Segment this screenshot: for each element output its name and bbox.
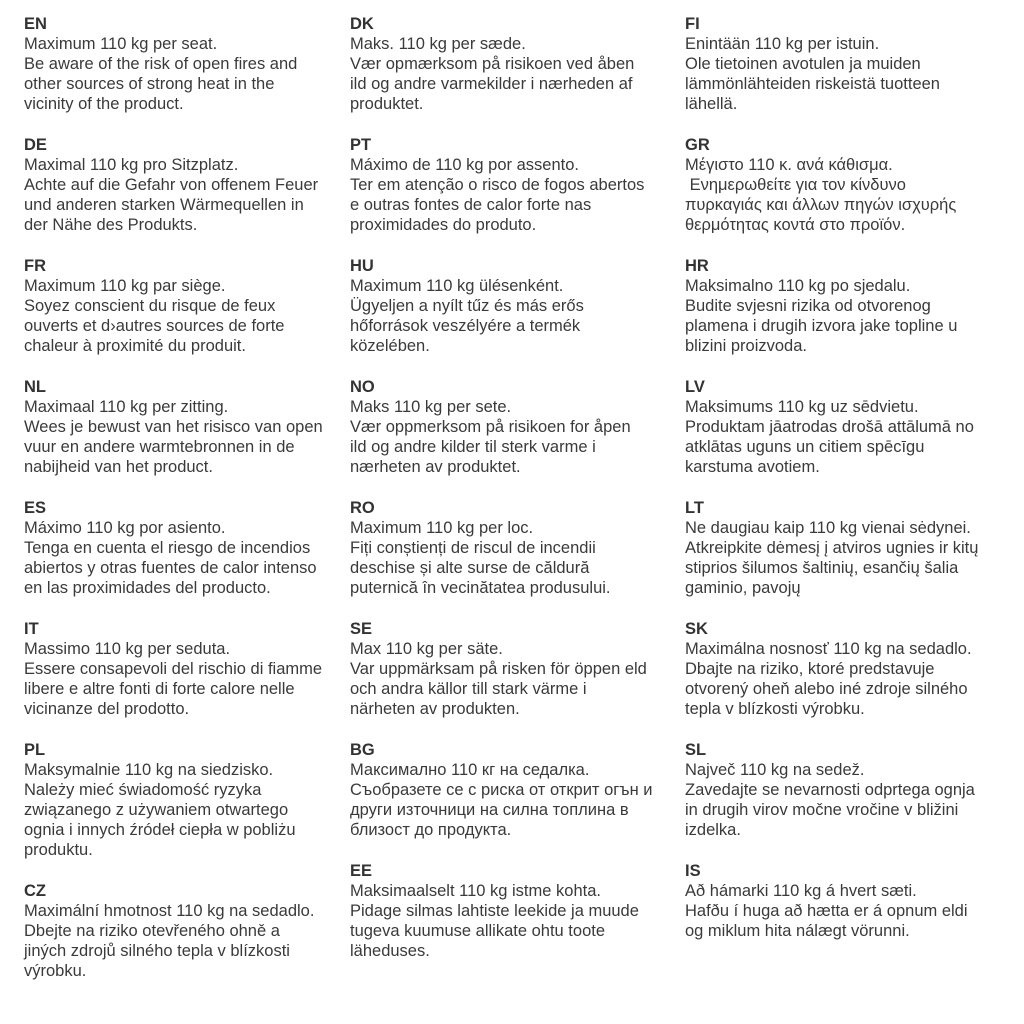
language-code-label: SL <box>685 741 707 759</box>
language-block-ee <box>350 861 680 961</box>
instruction-text-line: Dbajte na riziko, ktoré predstavuje <box>685 660 935 678</box>
instruction-text-line: Maximální hmotnost 110 kg na sedadlo. <box>24 902 315 920</box>
language-code-label: HR <box>685 257 709 275</box>
language-code-label: CZ <box>24 882 46 900</box>
instruction-text-line: e outras fontes de calor forte nas <box>350 196 592 214</box>
instruction-text-line: Budite svjesni rizika od otvorenog <box>685 297 931 315</box>
language-block-es <box>24 498 346 598</box>
instruction-text-line: Ügyeljen a nyílt tűz és más erős <box>350 297 584 315</box>
instruction-text-line: Hafðu í huga að hætta er á opnum eldi <box>685 902 968 920</box>
instruction-text-line: Maks 110 kg per sete. <box>350 398 512 416</box>
language-code-label: PT <box>350 136 372 154</box>
instruction-text-line: hőforrások veszélyére a termék <box>350 317 581 335</box>
language-block-pl <box>24 740 346 860</box>
instruction-text-line: Maximaal 110 kg per zitting. <box>24 398 229 416</box>
instruction-text-line: Съобразете се с риска от открит огън и <box>350 781 653 799</box>
instruction-text-line: Máximo 110 kg por asiento. <box>24 519 226 537</box>
instruction-text-line: други източници на силна топлина в <box>350 801 629 819</box>
language-block-sl <box>685 740 1020 840</box>
language-code-label: SK <box>685 620 708 638</box>
language-code-label: LT <box>685 499 704 517</box>
instruction-text-line: Wees je bewust van het risisco van open <box>24 418 323 436</box>
instruction-text-line: Ενημερωθείτε για τον κίνδυνο <box>685 176 906 194</box>
language-code-label: PL <box>24 741 46 759</box>
instruction-text-line: deschise și alte surse de căldură <box>350 559 590 577</box>
instruction-text-line: närheten av produkten. <box>350 700 520 718</box>
instruction-text-line: Máximo de 110 kg por assento. <box>350 156 579 174</box>
instruction-text-line: Pidage silmas lahtiste leekide ja muude <box>350 902 639 920</box>
instruction-text-line: other sources of strong heat in the <box>24 75 275 93</box>
language-block-lv <box>685 377 1020 477</box>
instruction-text-line: vicinity of the product. <box>24 95 184 113</box>
language-code-label: ES <box>24 499 47 517</box>
instruction-text-line: Enintään 110 kg per istuin. <box>685 35 880 53</box>
instruction-text-line: och andra källor till stark värme i <box>350 680 587 698</box>
instruction-text-line: ild og andre varmekilder i nærheden af <box>350 75 633 93</box>
instruction-text-line: plamena i drugih izvora jake topline u <box>685 317 958 335</box>
instruction-text-line: otvorený oheň alebo iné zdroje silného <box>685 680 968 698</box>
language-code-label: LV <box>685 378 705 396</box>
instruction-text-line: Maximum 110 kg ülésenként. <box>350 277 564 295</box>
instruction-text-line: nabijheid van het product. <box>24 458 213 476</box>
language-block-fi <box>685 14 1020 114</box>
language-block-gr <box>685 135 1020 235</box>
instruction-text-line: Maximálna nosnosť 110 kg na sedadlo. <box>685 640 972 658</box>
instruction-text-line: Maksimalno 110 kg po sjedalu. <box>685 277 911 295</box>
language-code-label: GR <box>685 136 710 154</box>
instruction-text-line: izdelka. <box>685 821 741 839</box>
instruction-text-line: Максимално 110 кг на седалка. <box>350 761 590 779</box>
language-code-label: IS <box>685 862 701 880</box>
instruction-text-line: karstuma avotiem. <box>685 458 820 476</box>
language-block-it <box>24 619 346 719</box>
instruction-text-line: Að hámarki 110 kg á hvert sæti. <box>685 882 917 900</box>
instruction-text-line: blizini proizvoda. <box>685 337 807 355</box>
language-block-nl <box>24 377 346 477</box>
instruction-text-line: abiertos y otras fuentes de calor intenso <box>24 559 317 577</box>
instruction-text-line: Maximum 110 kg per loc. <box>350 519 534 537</box>
instruction-text-line: vicinanze del prodotto. <box>24 700 190 718</box>
language-code-label: FR <box>24 257 46 275</box>
instruction-text-line: vuur en andere warmtebronnen in de <box>24 438 295 456</box>
instruction-text-line: Μέγιστο 110 κ. ανά κάθισμα. <box>685 156 893 174</box>
instruction-text-line: der Nähe des Produkts. <box>24 216 198 234</box>
instruction-text-line: stiprios šilumos šaltinių, esančių šalia <box>685 559 959 577</box>
instruction-text-line: ognia i innych źródeł ciepła w pobliżu <box>24 821 296 839</box>
instruction-text-line: Max 110 kg per säte. <box>350 640 503 658</box>
instruction-text-line: produktet. <box>350 95 424 113</box>
instruction-text-line: lämmönlähteiden riskeistä tuotteen <box>685 75 940 93</box>
instruction-text-line: libere e altre fonti di forte calore nelle <box>24 680 295 698</box>
instruction-text-line: und anderen starken Wärmequellen in <box>24 196 304 214</box>
language-code-label: DE <box>24 136 47 154</box>
language-code-label: BG <box>350 741 375 759</box>
language-column-1 <box>24 14 346 1002</box>
instruction-text-line: Največ 110 kg na sedež. <box>685 761 865 779</box>
instruction-text-line: Ne daugiau kaip 110 kg vienai sėdynei. <box>685 519 971 537</box>
language-code-label: IT <box>24 620 39 638</box>
language-block-hu <box>350 256 680 356</box>
instruction-text-line: Achte auf die Gefahr von offenem Feuer <box>24 176 319 194</box>
instruction-text-line: nærheten av produktet. <box>350 458 521 476</box>
instruction-text-line: Dbejte na riziko otevřeného ohně a <box>24 922 280 940</box>
language-code-label: SE <box>350 620 373 638</box>
instruction-text-line: Var uppmärksam på risken för öppen eld <box>350 660 647 678</box>
instruction-text-line: Essere consapevoli del rischio di fiamme <box>24 660 323 678</box>
instruction-text-line: Maximum 110 kg par siège. <box>24 277 226 295</box>
instruction-text-line: Vær opmærksom på risikoen ved åben <box>350 55 635 73</box>
language-block-dk <box>350 14 680 114</box>
language-code-label: HU <box>350 257 374 275</box>
language-column-2 <box>350 14 680 982</box>
instruction-text-line: proximidades do produto. <box>350 216 537 234</box>
language-block-lt <box>685 498 1020 598</box>
language-block-no <box>350 377 680 477</box>
instruction-text-line: θερμότητας κοντά στο προϊόν. <box>685 216 906 234</box>
instruction-text-line: produktu. <box>24 841 93 859</box>
instruction-text-line: in drugih virov močne vročine v bližini <box>685 801 959 819</box>
instruction-text-line: Soyez conscient du risque de feux <box>24 297 276 315</box>
language-block-bg <box>350 740 680 840</box>
language-code-label: EE <box>350 862 373 880</box>
language-block-cz <box>24 881 346 981</box>
instruction-text-line: chaleur à proximité du produit. <box>24 337 246 355</box>
instruction-text-line: Maksimaalselt 110 kg istme kohta. <box>350 882 601 900</box>
language-code-label: NO <box>350 378 375 396</box>
instruction-text-line: Zavedajte se nevarnosti odprtega ognja <box>685 781 975 799</box>
language-block-fr <box>24 256 346 356</box>
instruction-text-line: Tenga en cuenta el riesgo de incendios <box>24 539 311 557</box>
instruction-text-line: og miklum hita nálægt vörunni. <box>685 922 910 940</box>
language-block-en <box>24 14 346 114</box>
instruction-text-line: Produktam jāatrodas drošā attālumā no <box>685 418 974 436</box>
instruction-text-line: Ole tietoinen avotulen ja muiden <box>685 55 921 73</box>
instruction-text-line: związanego z używaniem otwartego <box>24 801 289 819</box>
instruction-text-line: Maksimums 110 kg uz sēdvietu. <box>685 398 919 416</box>
instruction-text-line: ild og andre kilder til sterk varme i <box>350 438 596 456</box>
instruction-text-line: Maksymalnie 110 kg na siedzisko. <box>24 761 274 779</box>
instruction-text-line: Massimo 110 kg per seduta. <box>24 640 231 658</box>
language-block-se <box>350 619 680 719</box>
language-block-de <box>24 135 346 235</box>
instruction-text-line: atklātas uguns un citiem spēcīgu <box>685 438 925 456</box>
instruction-text-line: läheduses. <box>350 942 430 960</box>
instruction-text-line: Maximum 110 kg per seat. <box>24 35 218 53</box>
instruction-text-line: tepla v blízkosti výrobku. <box>685 700 865 718</box>
instruction-text-line: близост до продукта. <box>350 821 512 839</box>
instruction-text-line: lähellä. <box>685 95 738 113</box>
instruction-text-line: Ter em atenção o risco de fogos abertos <box>350 176 645 194</box>
language-block-hr <box>685 256 1020 356</box>
language-code-label: EN <box>24 15 47 33</box>
instruction-text-line: ouverts et d›autres sources de forte <box>24 317 285 335</box>
instruction-text-line: jiných zdrojů silného tepla v blízkosti <box>24 942 290 960</box>
instruction-text-line: közelében. <box>350 337 430 355</box>
instruction-text-line: Be aware of the risk of open fires and <box>24 55 298 73</box>
instruction-text-line: výrobku. <box>24 962 87 980</box>
language-block-is <box>685 861 1020 941</box>
language-code-label: DK <box>350 15 374 33</box>
instruction-text-line: en las proximidades del producto. <box>24 579 271 597</box>
language-block-ro <box>350 498 680 598</box>
language-code-label: FI <box>685 15 700 33</box>
language-block-sk <box>685 619 1020 719</box>
language-code-label: RO <box>350 499 375 517</box>
instruction-text-line: Vær oppmerksom på risikoen for åpen <box>350 418 631 436</box>
language-column-3 <box>685 14 1020 962</box>
instruction-text-line: Maximal 110 kg pro Sitzplatz. <box>24 156 239 174</box>
language-code-label: NL <box>24 378 46 396</box>
language-block-pt <box>350 135 680 235</box>
instruction-text-line: puternică în vecinătatea produsului. <box>350 579 611 597</box>
instruction-text-line: Atkreipkite dėmesį į atviros ugnies ir kitų <box>685 539 979 557</box>
instruction-text-line: tugeva kuumuse allikate ohtu toote <box>350 922 606 940</box>
instruction-text-line: Maks. 110 kg per sæde. <box>350 35 526 53</box>
instruction-text-line: Należy mieć świadomość ryzyka <box>24 781 262 799</box>
instruction-text-line: Fiți conștienți de riscul de incendii <box>350 539 596 557</box>
instruction-text-line: gaminio, pavojų <box>685 579 801 597</box>
instruction-text-line: πυρκαγιάς και άλλων πηγών ισχυρής <box>685 196 957 214</box>
